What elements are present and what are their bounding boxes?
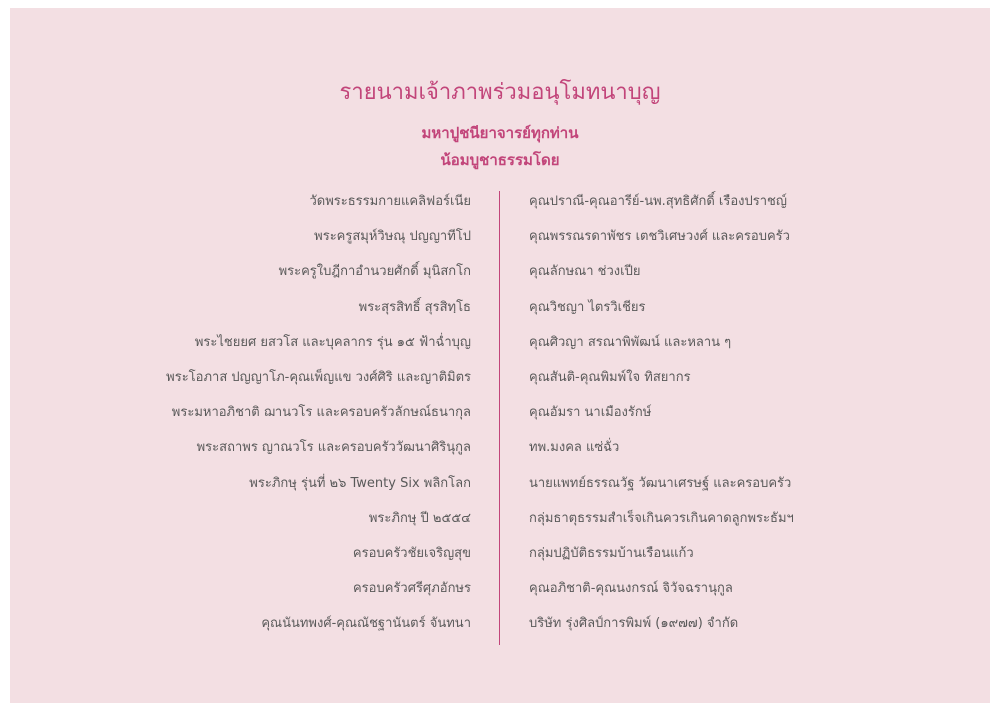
list-item: คุณอัมรา นาเมืองรักษ์ [529, 405, 652, 421]
page [10, 8, 990, 703]
list-item: คุณวิชญา ไตรวิเชียร [529, 299, 646, 315]
list-item: ครอบครัวศรีศุภอักษร [352, 581, 471, 597]
list-item: คุณนันทพงศ์-คุณณัชฐานันตร์ จันทนา [261, 616, 471, 632]
column-divider [499, 191, 500, 645]
list-item: พระโอภาส ปญญาโภ-คุณเพ็ญแข วงศ์ศิริ และญาติมิตร [166, 369, 471, 385]
list-item: พระมหาอภิชาติ ฌานวโร และครอบครัวลักษณ์ธนากุล [171, 405, 471, 421]
list-item: คุณศิวญา สรณาพิพัฒน์ และหลาน ๆ [529, 334, 732, 350]
subtitle-offered-by: น้อมบูชาธรรมโดย [440, 151, 560, 169]
donor-list-right [529, 192, 794, 649]
list-item: คุณปราณี-คุณอารีย์-นพ.สุทธิศักดิ์ เรืองปราชญ์ [529, 194, 787, 209]
list-item: พระครูสมุห์วิษณุ ปญญาทีโป [314, 229, 471, 245]
donor-list-left [166, 192, 471, 649]
list-item: คุณอภิชาติ-คุณนงกรณ์ จิวัจฉรานุกูล [529, 581, 733, 597]
list-item: คุณพรรณรดาพัชร เตชวิเศษวงศ์ และครอบครัว [529, 229, 790, 245]
list-item: คุณลักษณา ช่วงเปีย [529, 264, 641, 280]
list-item: คุณสันติ-คุณพิมพ์ใจ ทิสยากร [529, 369, 691, 385]
page-title: รายนามเจ้าภาพร่วมอนุโมทนาบุญ [339, 80, 661, 105]
subtitle-dedication: มหาปูชนียาจารย์ทุกท่าน [421, 124, 579, 142]
list-item: พระสถาพร ญาณวโร และครอบครัววัฒนาศิรินุกูล [196, 440, 471, 456]
list-item: ครอบครัวชัยเจริญสุข [352, 545, 471, 561]
list-item: ทพ.มงคล แซ่ฉั่ว [529, 440, 620, 456]
list-item: บริษัท รุ่งศิลป์การพิมพ์ (๑๙๗๗) จำกัด [529, 616, 739, 632]
list-item: พระภิกษุ ปี ๒๕๕๔ [368, 510, 471, 526]
list-item: กลุ่มปฏิบัติธรรมบ้านเรือนแก้ว [529, 545, 694, 561]
list-item: พระครูใบฎีกาอำนวยศักดิ์ มุนิสกโก [278, 264, 471, 280]
list-item: กลุ่มธาตุธรรมสำเร็จเกินควรเกินคาดลูกพระธัมฯ [529, 510, 794, 526]
list-item: พระสุรสิทธิ์ สุรสิทฺโธ [358, 299, 471, 315]
list-item: พระภิกษุ รุ่นที่ ๒๖ Twenty Six พลิกโลก [249, 475, 471, 491]
list-item: วัดพระธรรมกายแคลิฟอร์เนีย [309, 194, 471, 209]
list-item: พระไชยยศ ยสวโส และบุคลากร รุ่น ๑๕ ฟ้าฉ่ำบุญ [194, 334, 471, 350]
list-item: นายแพทย์ธรรณวัฐ วัฒนาเศรษฐ์ และครอบครัว [529, 475, 792, 491]
